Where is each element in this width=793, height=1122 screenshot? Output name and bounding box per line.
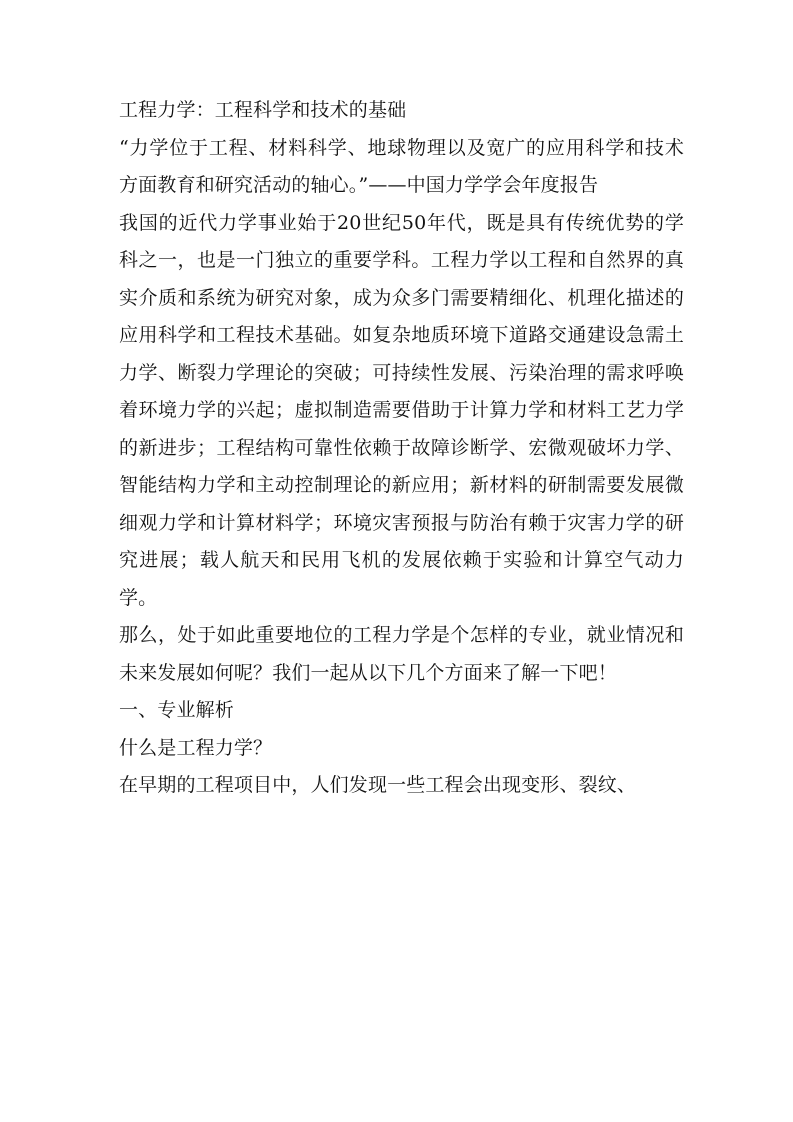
- question-paragraph: 那么，处于如此重要地位的工程力学是个怎样的专业，就业情况和未来发展如何呢？我们一起从以下几个方面来了解一下吧！: [119, 624, 684, 684]
- document-page: [119, 92, 684, 805]
- quote-paragraph: “力学位于工程、材料科学、地球物理以及宽广的应用科学和技术方面教育和研究活动的轴心。”——中国力学学会年度报告: [119, 136, 684, 196]
- document-title: 工程力学：工程科学和技术的基础: [119, 99, 407, 121]
- sub-heading: 什么是工程力学？: [119, 736, 273, 759]
- section-heading: 一、专业解析: [119, 699, 234, 721]
- intro-paragraph: 我国的近代力学事业始于20世纪50年代，既是具有传统优势的学科之一，也是一门独立的重要学科。工程力学以工程和自然界的真实介质和系统为研究对象，成为众多门需要精细化、机理化描述的应用科学和工程技术基础。如复杂地质环境下道路交通建设急需土力学、断裂力学理论的突破；可持续性发展、污染治理的需求呼唤着环境力学的兴起；虚拟制造需要借助于计算力学和材料工艺力学的新进步；工程结构可靠性依赖于故障诊断学、宏微观破坏力学、智能结构力学和主动控制理论的新应用；新材料的研制需要发展微细观力学和计算材料学；环境灾害预报与防治有赖于灾害力学的研究进展；载人航天和民用飞机的发展依赖于实验和计算空气动力学。: [119, 211, 684, 609]
- closing-paragraph: 在早期的工程项目中，人们发现一些工程会出现变形、裂纹、: [119, 774, 637, 796]
